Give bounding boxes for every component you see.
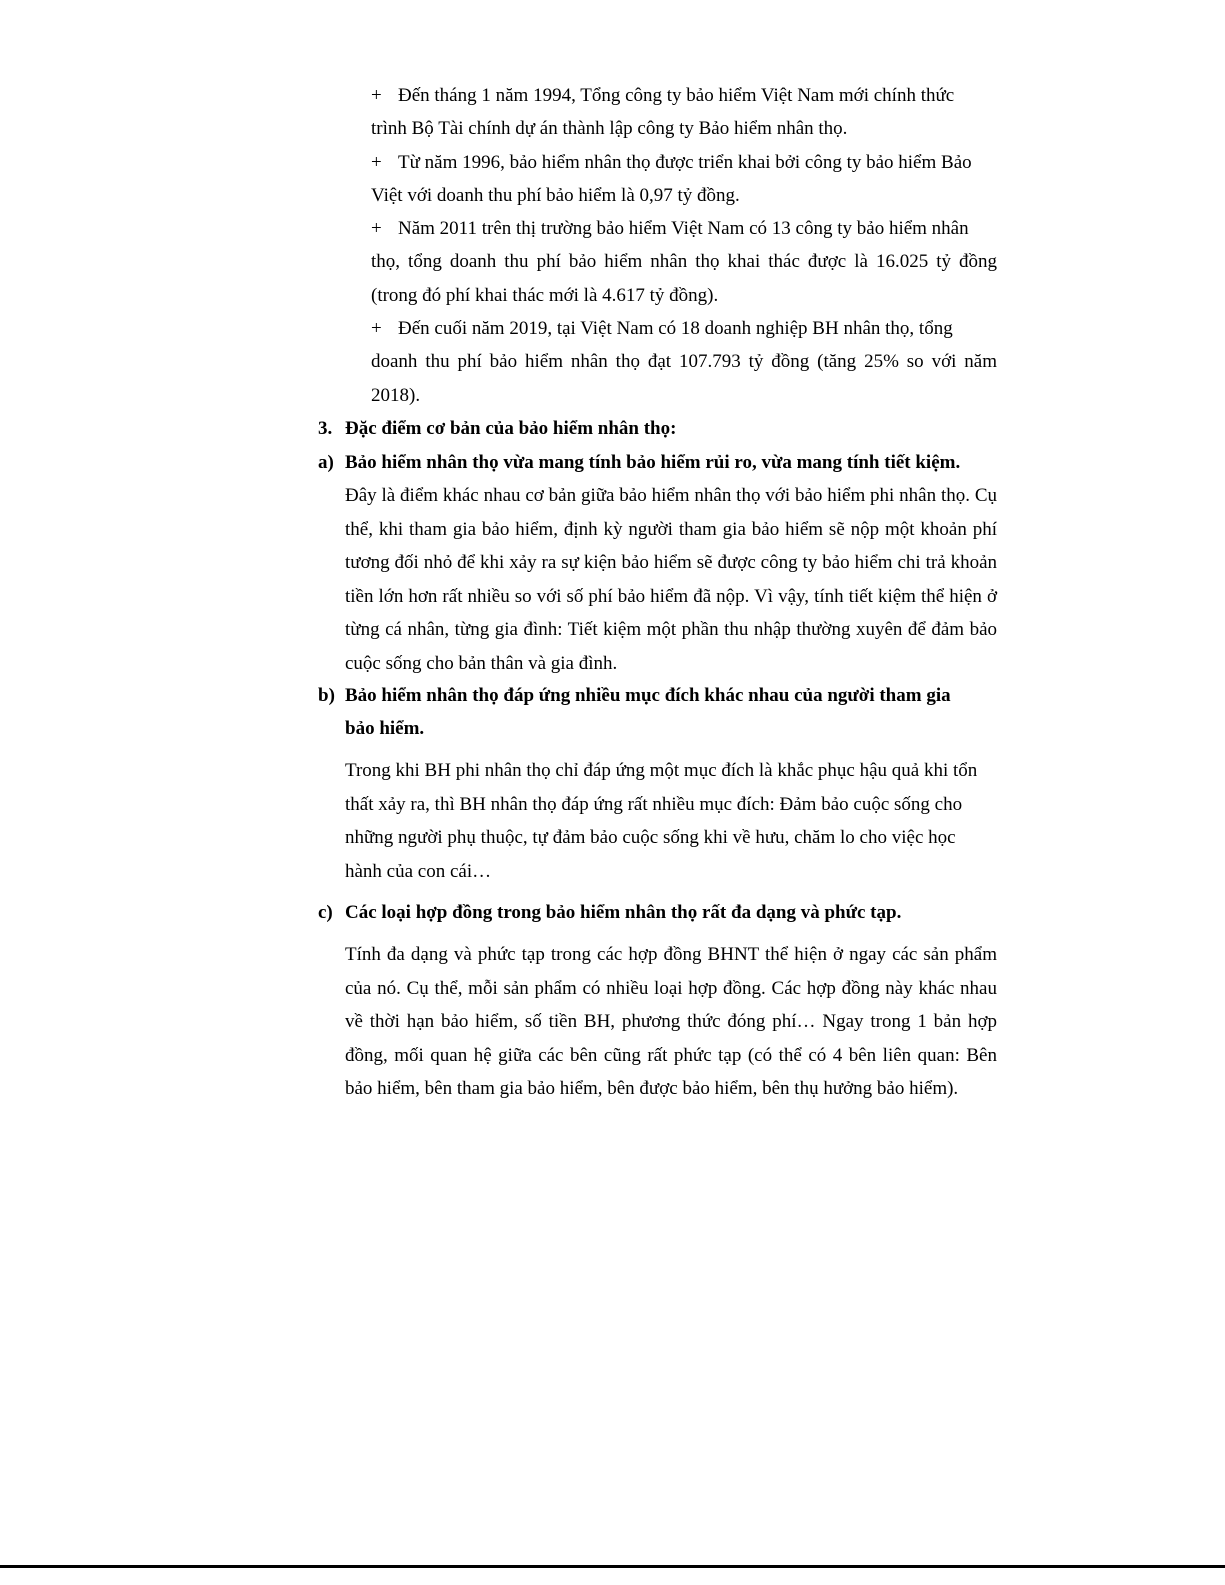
bullet-continuation: doanh thu phí bảo hiểm nhân thọ đạt 107.793 tỷ đồng (tăng 25% so với năm 2018). <box>371 351 997 406</box>
subsection-title: Các loại hợp đồng trong bảo hiểm nhân thọ rất đa dạng và phức tạp. <box>345 902 902 923</box>
bullet-continuation: trình Bộ Tài chính dự án thành lập công ty Bảo hiểm nhân thọ. <box>371 118 848 139</box>
page-bottom-border <box>0 1565 1225 1568</box>
bullet-item <box>371 312 997 346</box>
section-number: 3. <box>318 418 333 439</box>
subsection-title: Bảo hiểm nhân thọ vừa mang tính bảo hiểm rủi ro, vừa mang tính tiết kiệm. <box>345 452 961 473</box>
subsection-body-a: Đây là điểm khác nhau cơ bản giữa bảo hiểm nhân thọ với bảo hiểm phi nhân thọ. Cụ thể, khi tham gia bảo hiểm, định kỳ người tham gia bảo hiểm sẽ nộp một khoản phí tương đối nhỏ để khi xảy ra sự kiện bảo hiểm sẽ được công ty bảo hiểm chi trả khoản tiền lớn hơn rất nhiều so với số phí bảo hiểm đã nộp. Vì vậy, tính tiết kiệm thể hiện ở từng cá nhân, từng gia đình: Tiết kiệm một phần thu nhập thường xuyên để đảm bảo cuộc sống cho bản thân và gia đình. <box>345 485 997 674</box>
bullet-text: Từ năm 1996, bảo hiểm nhân thọ được triển khai bởi công ty bảo hiểm Bảo <box>398 152 972 173</box>
bullet-item <box>371 212 997 246</box>
subsection-heading-a <box>318 446 960 480</box>
bullet-item <box>371 79 997 113</box>
bullet-marker: + <box>371 85 382 106</box>
section-heading <box>318 412 676 446</box>
subsection-label: a) <box>318 452 334 473</box>
bullet-text: Đến cuối năm 2019, tại Việt Nam có 18 doanh nghiệp BH nhân thọ, tổng <box>398 318 953 339</box>
subsection-body-b: Trong khi BH phi nhân thọ chỉ đáp ứng một mục đích là khắc phục hậu quả khi tổn thất xảy ra, thì BH nhân thọ đáp ứng rất nhiều mục đích: Đảm bảo cuộc sống cho những người phụ thuộc, tự đảm bảo cuộc sống khi về hưu, chăm lo cho việc học hành của con cái… <box>345 760 978 882</box>
bullet-item <box>371 146 997 180</box>
subsection-title-continuation: bảo hiểm. <box>345 718 425 739</box>
subsection-label: c) <box>318 902 333 923</box>
bullet-text: Năm 2011 trên thị trường bảo hiểm Việt Nam có 13 công ty bảo hiểm nhân <box>398 218 969 239</box>
bullet-marker: + <box>371 318 382 339</box>
bullet-continuation: Việt với doanh thu phí bảo hiểm là 0,97 tỷ đồng. <box>371 185 740 206</box>
subsection-heading-c <box>318 896 901 930</box>
subsection-heading-b <box>318 679 951 713</box>
bullet-continuation: thọ, tổng doanh thu phí bảo hiểm nhân thọ khai thác được là 16.025 tỷ đồng (trong đó phí khai thác mới là 4.617 tỷ đồng). <box>371 251 997 306</box>
section-title: Đặc điểm cơ bản của bảo hiểm nhân thọ: <box>345 418 677 439</box>
subsection-title: Bảo hiểm nhân thọ đáp ứng nhiều mục đích khác nhau của người tham gia <box>345 685 951 706</box>
subsection-label: b) <box>318 685 335 706</box>
subsection-body-c: Tính đa dạng và phức tạp trong các hợp đồng BHNT thể hiện ở ngay các sản phẩm của nó. Cụ thể, mỗi sản phẩm có nhiều loại hợp đồng. Các hợp đồng này khác nhau về thời hạn bảo hiểm, số tiền BH, phương thức đóng phí… Ngay trong 1 bản hợp đồng, mối quan hệ giữa các bên cũng rất phức tạp (có thể có 4 bên liên quan: Bên bảo hiểm, bên tham gia bảo hiểm, bên được bảo hiểm, bên thụ hưởng bảo hiểm). <box>345 944 997 1099</box>
bullet-marker: + <box>371 152 382 173</box>
bullet-text: Đến tháng 1 năm 1994, Tổng công ty bảo hiểm Việt Nam mới chính thức <box>398 85 955 106</box>
bullet-marker: + <box>371 218 382 239</box>
